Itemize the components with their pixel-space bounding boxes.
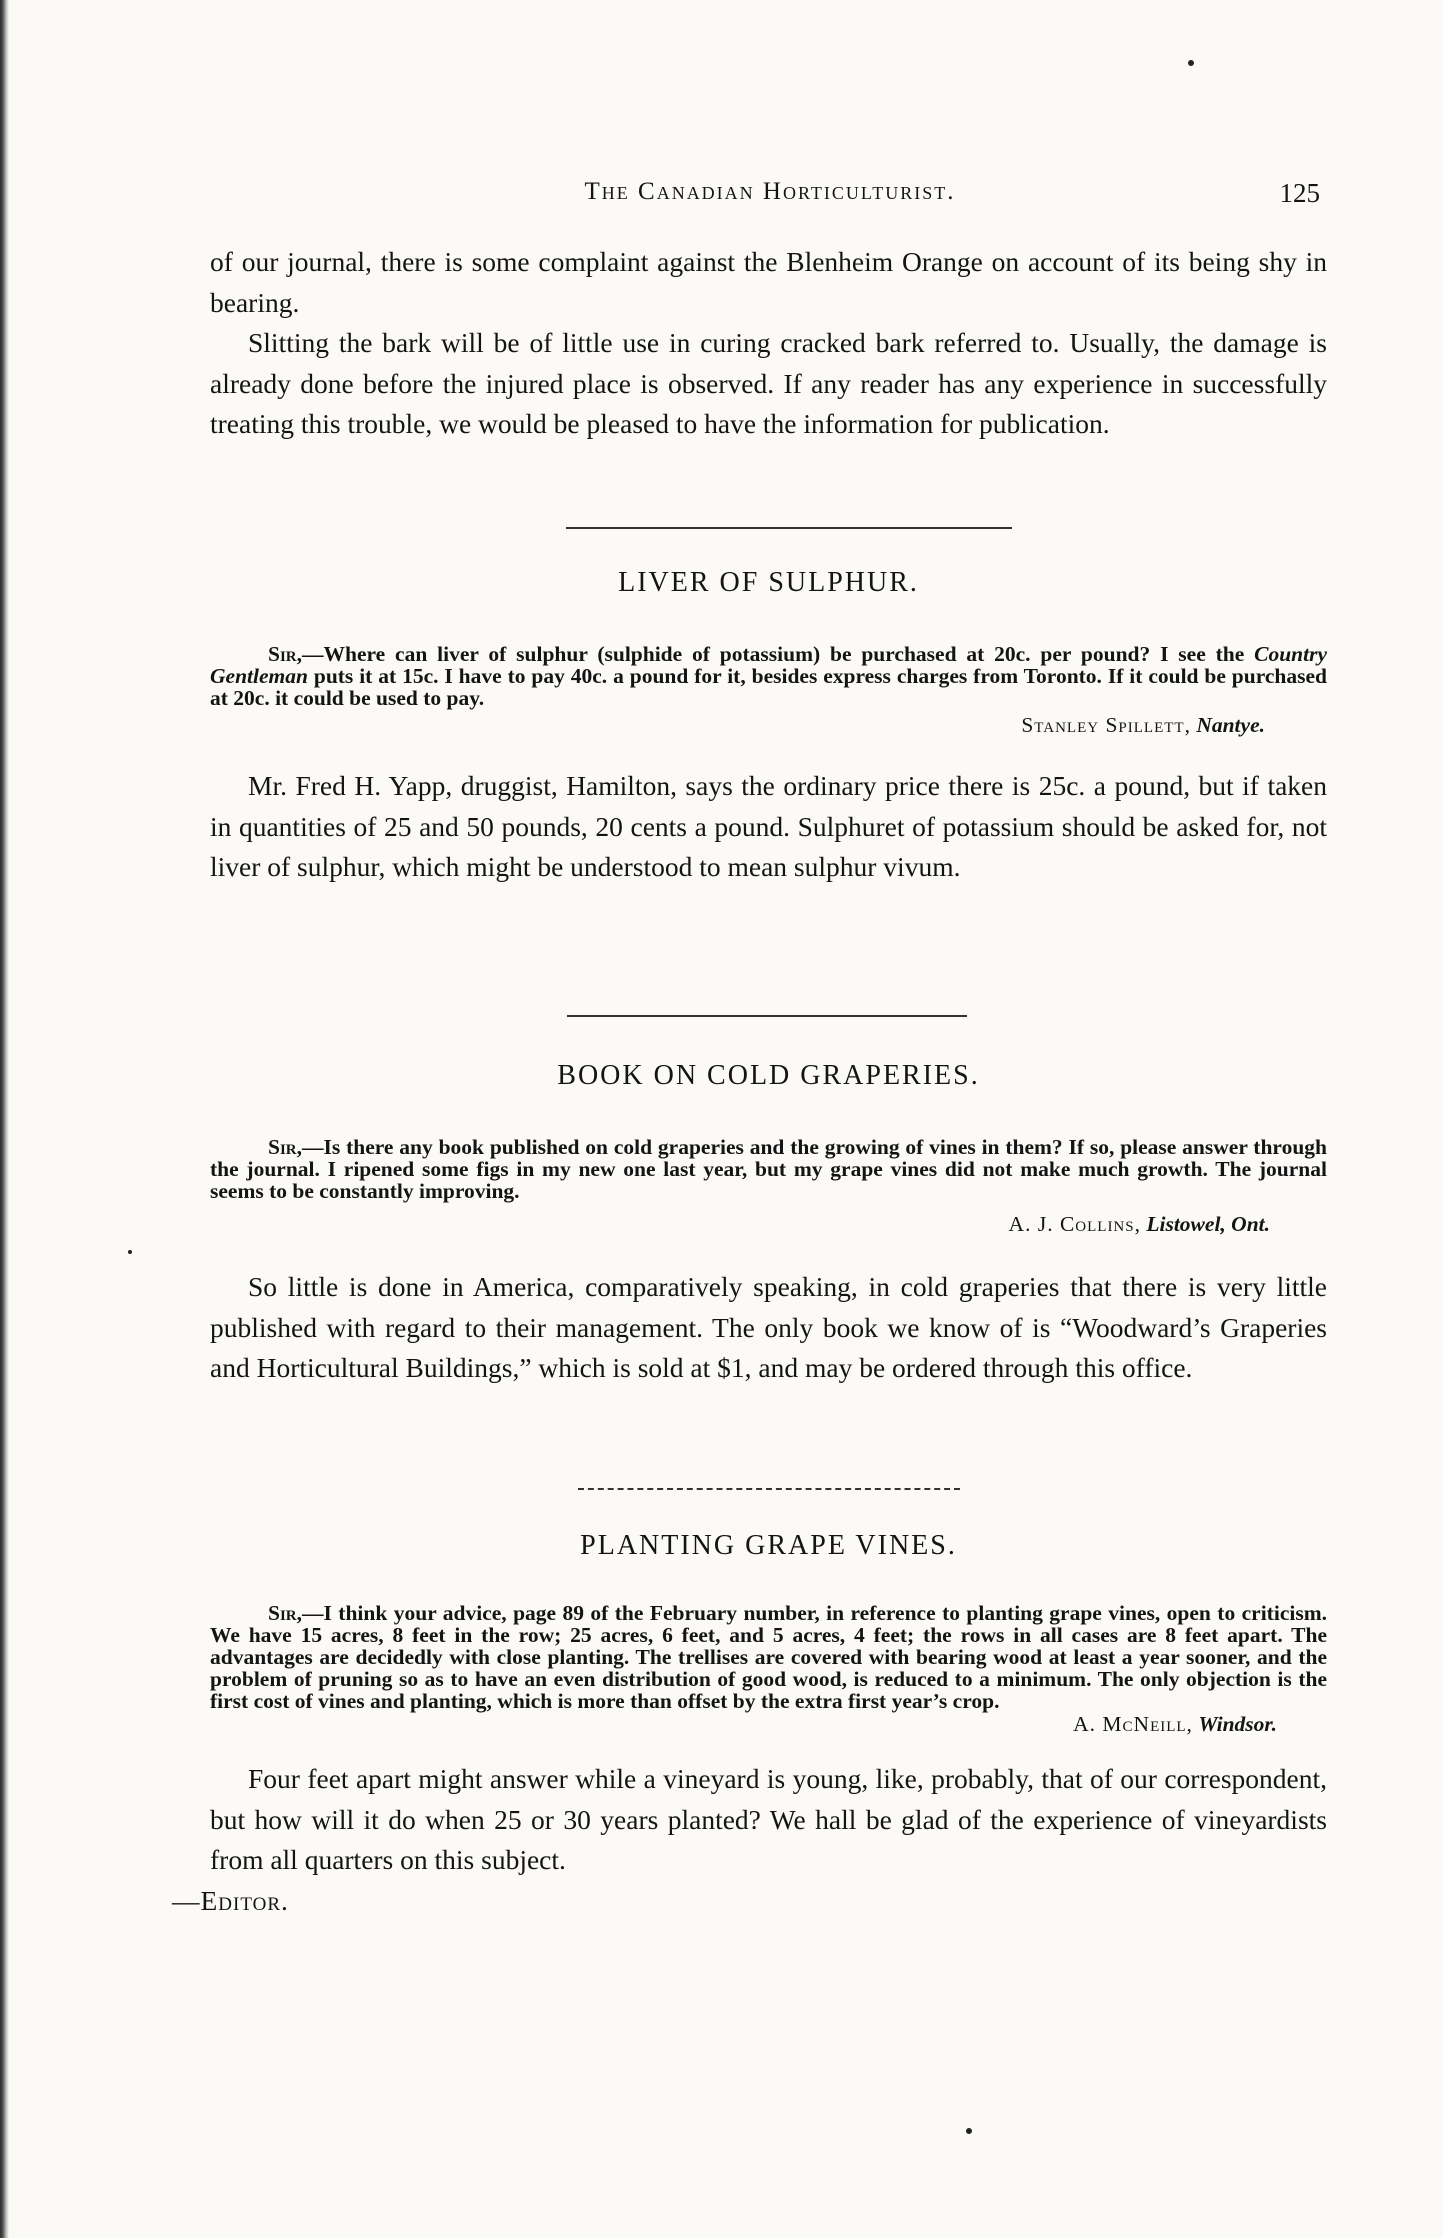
- publication-name: Country Gentleman: [210, 642, 1327, 688]
- signature-name: Stanley Spillett,: [1021, 713, 1191, 737]
- section-divider: [578, 1488, 960, 1490]
- letter-salutation: Sir,: [268, 1601, 303, 1625]
- section-title: LIVER OF SULPHUR.: [618, 567, 919, 598]
- intro-section: [210, 242, 1327, 445]
- section-title: BOOK ON COLD GRAPERIES.: [557, 1060, 980, 1091]
- reader-letter: [210, 1136, 1327, 1202]
- ink-speck: [966, 2128, 972, 2134]
- binding-edge: [0, 0, 9, 2238]
- editor-reply: [172, 1759, 1327, 1921]
- cold-graperies-section: [210, 1060, 1327, 1389]
- letter-salutation: Sir,: [268, 1135, 303, 1159]
- signature-place: Listowel, Ont.: [1146, 1212, 1270, 1236]
- ink-speck: [128, 1250, 132, 1254]
- running-head: The Canadian Horticulturist.: [584, 178, 956, 205]
- section-divider: [566, 527, 1012, 529]
- intro-paragraph: of our journal, there is some complaint against the Blenheim Orange on account of its being shy in bearing.: [210, 246, 1327, 318]
- editor-sign: —Editor.: [172, 1884, 289, 1916]
- letter-text: —Where can liver of sulphur (sulphide of potassium) be purchased at 20c. per pound? I see the: [302, 642, 1255, 666]
- letter-signature: [210, 1712, 1327, 1737]
- reader-letter: [210, 1602, 1327, 1712]
- letter-signature: [210, 1212, 1327, 1237]
- signature-name: A. J. Collins,: [1008, 1212, 1141, 1236]
- signature-name: A. McNeill,: [1073, 1712, 1193, 1736]
- signature-place: Windsor.: [1198, 1712, 1277, 1736]
- letter-salutation: Sir,: [268, 642, 303, 666]
- liver-of-sulphur-section: [210, 567, 1327, 888]
- editor-reply: So little is done in America, comparatively speaking, in cold graperies that there is very little published with regard to their management. The only book we know of is “Woodward’s Graperies and Horticultural Buildings,” which is sold at $1, and may be ordered through this office.: [210, 1271, 1327, 1383]
- ink-speck: [1188, 60, 1194, 66]
- letter-text: —I think your advice, page 89 of the February number, in reference to planting grape vines, open to criticism. We have 15 acres, 8 feet in the row; 25 acres, 6 feet, and 5 acres, 4 feet; the rows in all cases are 8 feet apart. The advantages are decidedly with close planting. The trellises are covered with bearing wood at least a year sooner, and the problem of pruning so as to have an even distribution of good wood, is reduced to a minimum. The only objection is the first cost of vines and planting, which is more than offset by the extra first year’s crop.: [210, 1601, 1327, 1713]
- section-divider: [567, 1015, 967, 1017]
- letter-signature: [210, 713, 1327, 738]
- reader-letter: [210, 643, 1327, 709]
- page-number: 125: [1279, 178, 1320, 208]
- editor-reply: Mr. Fred H. Yapp, druggist, Hamilton, says the ordinary price there is 25c. a pound, but if taken in quantities of 25 and 50 pounds, 20 cents a pound. Sulphuret of potassium should be asked for, not liver of sulphur, which might be understood to mean sulphur vivum.: [210, 770, 1327, 882]
- section-title: PLANTING GRAPE VINES.: [580, 1530, 957, 1561]
- letter-text: —Is there any book published on cold graperies and the growing of vines in them? If so, please answer through the journal. I ripened some figs in my new one last year, but my grape vines did not make much growth. The journal seems to be constantly improving.: [210, 1135, 1327, 1203]
- intro-paragraph: Slitting the bark will be of little use in curing cracked bark referred to. Usually, the damage is already done before the injured place is observed. If any reader has any experience in successfully treating this trouble, we would be pleased to have the information for publication.: [210, 327, 1327, 439]
- planting-grape-vines-section: [172, 1530, 1327, 1921]
- reply-text: Four feet apart might answer while a vineyard is young, like, probably, that of our correspondent, but how will it do when 25 or 30 years planted? We hall be glad of the experience of vineyardists from all quarters on this subject.: [210, 1763, 1327, 1875]
- signature-place: Nantye.: [1196, 713, 1265, 737]
- page-header: [210, 178, 1330, 218]
- letter-text: puts it at 15c. I have to pay 40c. a pound for it, besides express charges from Toronto. If it could be purchased at 20c. it could be used to pay.: [210, 664, 1327, 710]
